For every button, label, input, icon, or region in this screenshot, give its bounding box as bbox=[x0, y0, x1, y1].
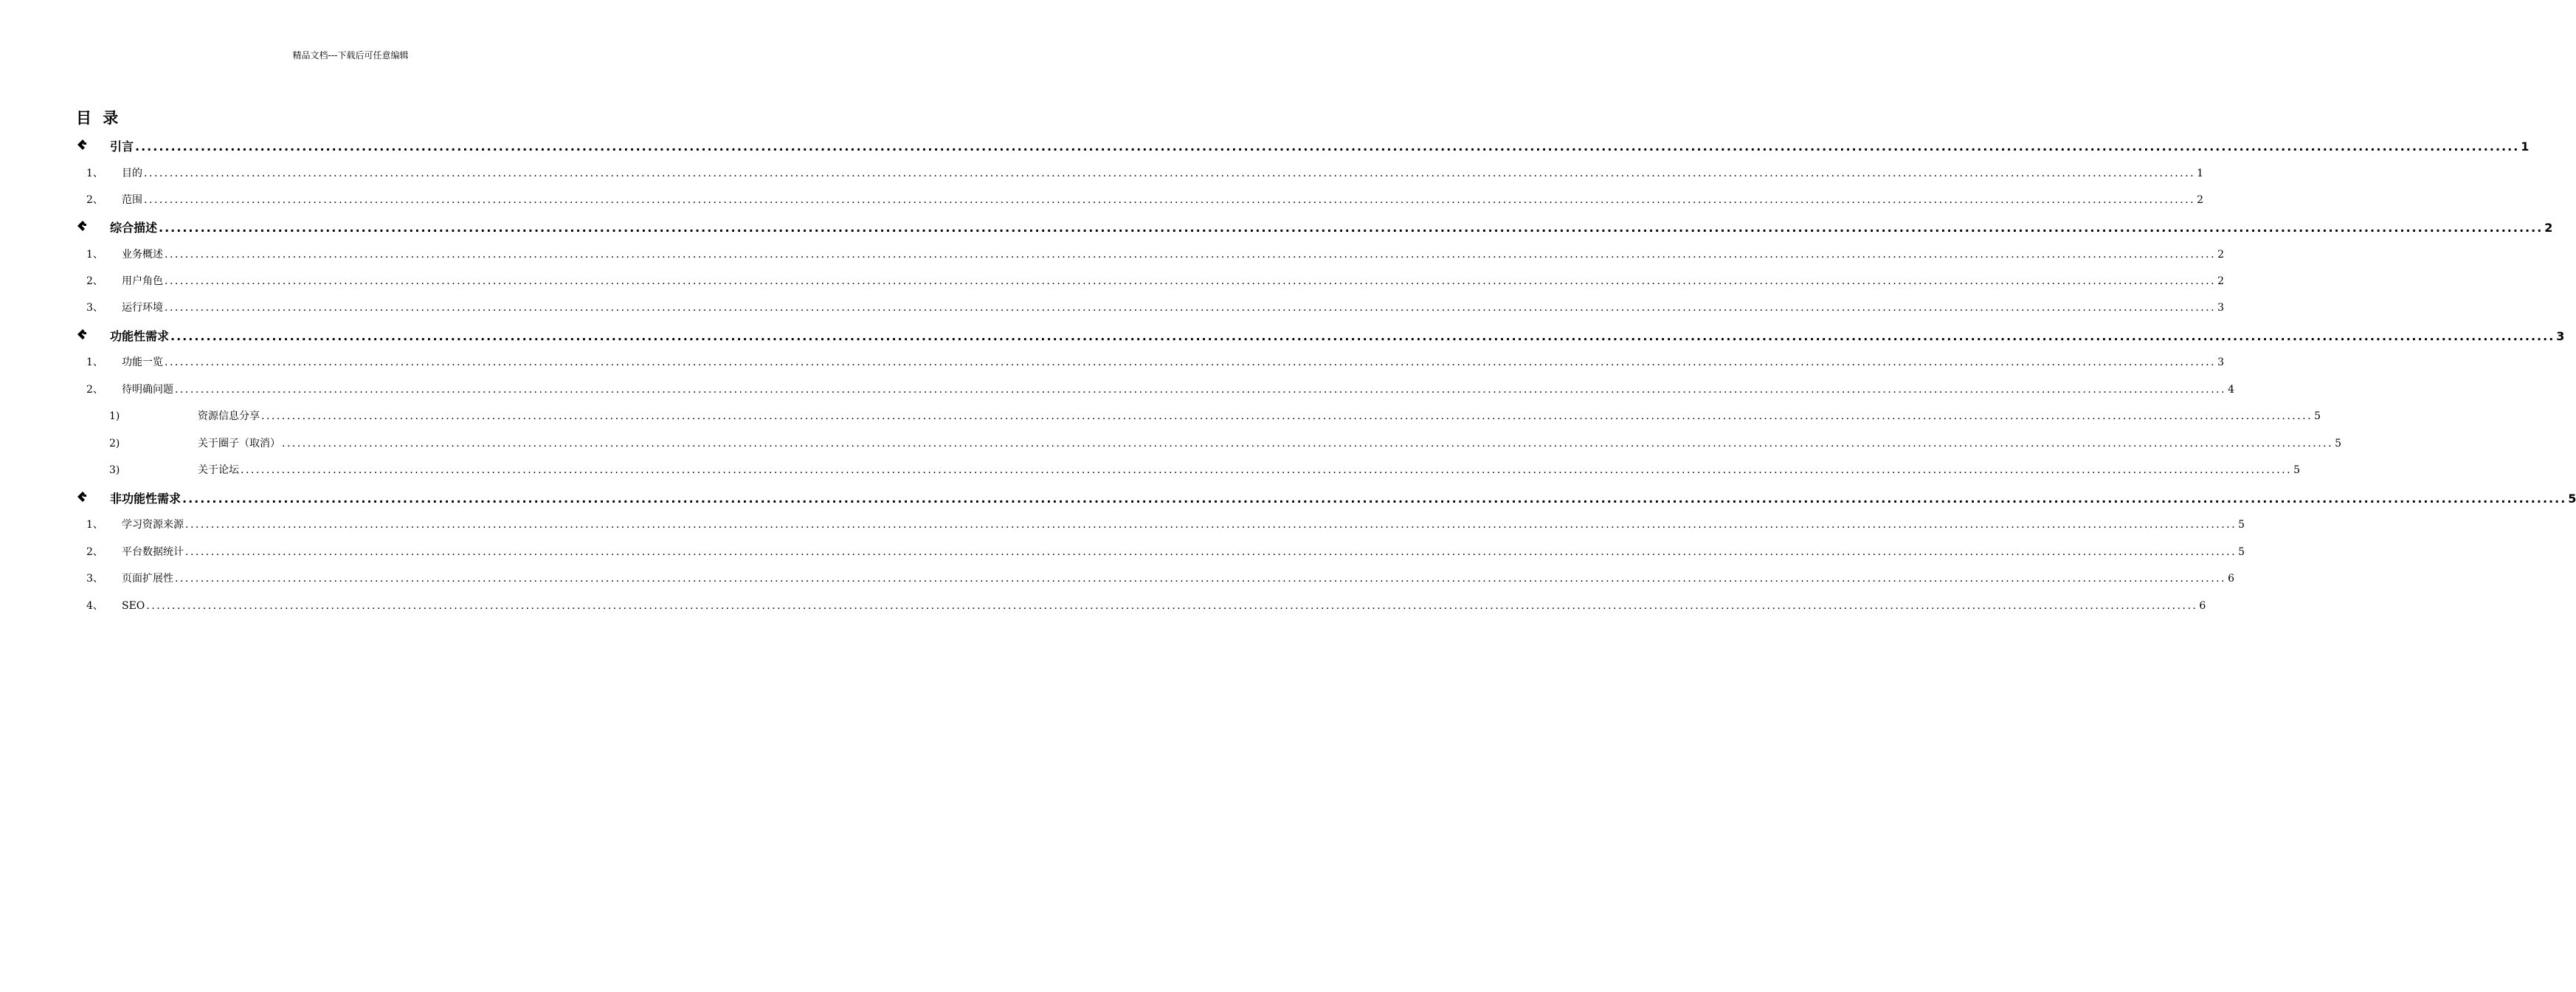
toc-entry-label: 学习资源来源 bbox=[122, 519, 184, 531]
toc-entry-page-number: 5 bbox=[2568, 492, 2576, 506]
dot-leader: ................................................................................................................................................................................................................................................................................................................................................................................................................ bbox=[144, 168, 2196, 179]
toc-entry-label: 页面扩展性 bbox=[122, 573, 173, 585]
dot-leader: ................................................................................................................................................................................................................................................................................................................................................................................................................ bbox=[144, 194, 2196, 206]
toc-entry[interactable] bbox=[86, 273, 2224, 288]
toc-entry-page-number: 6 bbox=[2228, 573, 2234, 585]
toc-entry-label: 关于圈子（取消） bbox=[198, 438, 280, 450]
toc-entry-label: 功能性需求 bbox=[110, 329, 170, 343]
toc-entry-page-number: 5 bbox=[2238, 546, 2245, 558]
toc-entry-label: 用户角色 bbox=[122, 275, 163, 287]
toc-entry-label: 待明确问题 bbox=[122, 384, 173, 396]
toc-entry[interactable] bbox=[76, 327, 2565, 344]
toc-entry-number: 3) bbox=[109, 464, 120, 476]
toc-entry-label: 业务概述 bbox=[122, 249, 163, 261]
toc-entry-page-number: 6 bbox=[2199, 600, 2206, 612]
toc-entry-page-number: 1 bbox=[2197, 168, 2203, 179]
toc-entry-number: 2、 bbox=[86, 275, 103, 287]
dot-leader: ................................................................................................................................................................................................................................................................................................................................................................................................................ bbox=[135, 140, 2520, 154]
toc-entry[interactable] bbox=[86, 247, 2224, 261]
dot-leader: ................................................................................................................................................................................................................................................................................................................................................................................................................ bbox=[165, 302, 2217, 314]
toc-entry-page-number: 5 bbox=[2314, 410, 2321, 422]
toc-entry-label: 资源信息分享 bbox=[198, 410, 260, 422]
toc-entry[interactable] bbox=[76, 218, 2553, 235]
toc-entry-label: 综合描述 bbox=[110, 221, 158, 235]
toc-entry-page-number: 3 bbox=[2556, 329, 2565, 343]
dot-leader: ................................................................................................................................................................................................................................................................................................................................................................................................................ bbox=[170, 329, 2555, 343]
dot-leader: ................................................................................................................................................................................................................................................................................................................................................................................................................ bbox=[165, 275, 2217, 287]
dot-leader: ................................................................................................................................................................................................................................................................................................................................................................................................................ bbox=[182, 492, 2567, 506]
toc-entry-number: 1、 bbox=[86, 519, 103, 531]
dot-leader: ................................................................................................................................................................................................................................................................................................................................................................................................................ bbox=[175, 384, 2227, 396]
toc-entry-number: 1、 bbox=[86, 356, 103, 368]
toc-entry-label: 非功能性需求 bbox=[110, 492, 182, 506]
toc-entry-label: 关于论坛 bbox=[198, 464, 239, 476]
toc-entry[interactable] bbox=[109, 462, 2300, 477]
toc-entry-number: 3、 bbox=[86, 302, 103, 314]
diamond-bullet-icon bbox=[76, 139, 110, 154]
toc-entry-label: 引言 bbox=[110, 140, 134, 154]
toc-entry-page-number: 5 bbox=[2293, 464, 2300, 476]
toc-entry-page-number: 2 bbox=[2197, 194, 2203, 206]
toc-entry-number: 2、 bbox=[86, 194, 103, 206]
toc-entry-page-number: 3 bbox=[2217, 356, 2224, 368]
diamond-bullet-icon bbox=[76, 328, 110, 343]
toc-entry[interactable] bbox=[109, 435, 2341, 450]
dot-leader: ................................................................................................................................................................................................................................................................................................................................................................................................................ bbox=[185, 546, 2237, 558]
toc-entry-number: 1、 bbox=[86, 249, 103, 261]
toc-entry-label: 平台数据统计 bbox=[122, 546, 184, 558]
dot-leader: ................................................................................................................................................................................................................................................................................................................................................................................................................ bbox=[165, 356, 2217, 368]
toc-entry-label: 目的 bbox=[122, 168, 142, 179]
toc-entry-number: 2) bbox=[109, 438, 120, 450]
toc-entry[interactable] bbox=[86, 165, 2203, 180]
toc-title: 目 录 bbox=[76, 109, 122, 127]
toc-entry-page-number: 5 bbox=[2238, 519, 2245, 531]
toc-entry-number: 1) bbox=[109, 410, 120, 422]
dot-leader: ................................................................................................................................................................................................................................................................................................................................................................................................................ bbox=[282, 438, 2334, 450]
toc-entry[interactable] bbox=[109, 408, 2321, 423]
toc-entry[interactable] bbox=[86, 382, 2234, 396]
toc-entry[interactable] bbox=[86, 300, 2224, 314]
toc-entry-label: 运行环境 bbox=[122, 302, 163, 314]
toc-entry[interactable] bbox=[86, 354, 2224, 369]
dot-leader: ................................................................................................................................................................................................................................................................................................................................................................................................................ bbox=[185, 519, 2237, 531]
toc-entry[interactable] bbox=[86, 517, 2245, 531]
dot-leader: ................................................................................................................................................................................................................................................................................................................................................................................................................ bbox=[165, 249, 2217, 261]
dot-leader: ................................................................................................................................................................................................................................................................................................................................................................................................................ bbox=[146, 600, 2198, 612]
toc-entry[interactable] bbox=[86, 598, 2206, 613]
toc-entry-page-number: 5 bbox=[2335, 438, 2341, 450]
toc-entry-page-number: 2 bbox=[2217, 249, 2224, 261]
toc-entry-page-number: 3 bbox=[2217, 302, 2224, 314]
toc-entry[interactable] bbox=[76, 137, 2530, 154]
toc-entry-number: 4、 bbox=[86, 600, 103, 612]
dot-leader: ................................................................................................................................................................................................................................................................................................................................................................................................................ bbox=[261, 410, 2313, 422]
toc-entry-page-number: 2 bbox=[2544, 221, 2553, 235]
toc-entry[interactable] bbox=[86, 544, 2245, 559]
toc-entry-label: 范围 bbox=[122, 194, 142, 206]
toc-entry-page-number: 4 bbox=[2228, 384, 2234, 396]
toc-entry[interactable] bbox=[86, 192, 2203, 207]
toc-entry[interactable] bbox=[76, 489, 2576, 506]
dot-leader: ................................................................................................................................................................................................................................................................................................................................................................................................................ bbox=[159, 221, 2544, 235]
toc-entry-number: 2、 bbox=[86, 384, 103, 396]
toc-entry-number: 2、 bbox=[86, 546, 103, 558]
toc-entry-page-number: 1 bbox=[2521, 140, 2530, 154]
diamond-bullet-icon bbox=[76, 491, 110, 506]
page-header: 精品文档---下载后可任意编辑 bbox=[292, 50, 409, 61]
toc-entry-number: 3、 bbox=[86, 573, 103, 585]
toc-entry-label: SEO bbox=[122, 600, 145, 612]
diamond-bullet-icon bbox=[76, 220, 110, 235]
toc-entry[interactable] bbox=[86, 571, 2234, 585]
toc-entry-label: 功能一览 bbox=[122, 356, 163, 368]
toc-entry-number: 1、 bbox=[86, 168, 103, 179]
toc-entry-page-number: 2 bbox=[2217, 275, 2224, 287]
dot-leader: ................................................................................................................................................................................................................................................................................................................................................................................................................ bbox=[175, 573, 2227, 585]
dot-leader: ................................................................................................................................................................................................................................................................................................................................................................................................................ bbox=[241, 464, 2293, 476]
